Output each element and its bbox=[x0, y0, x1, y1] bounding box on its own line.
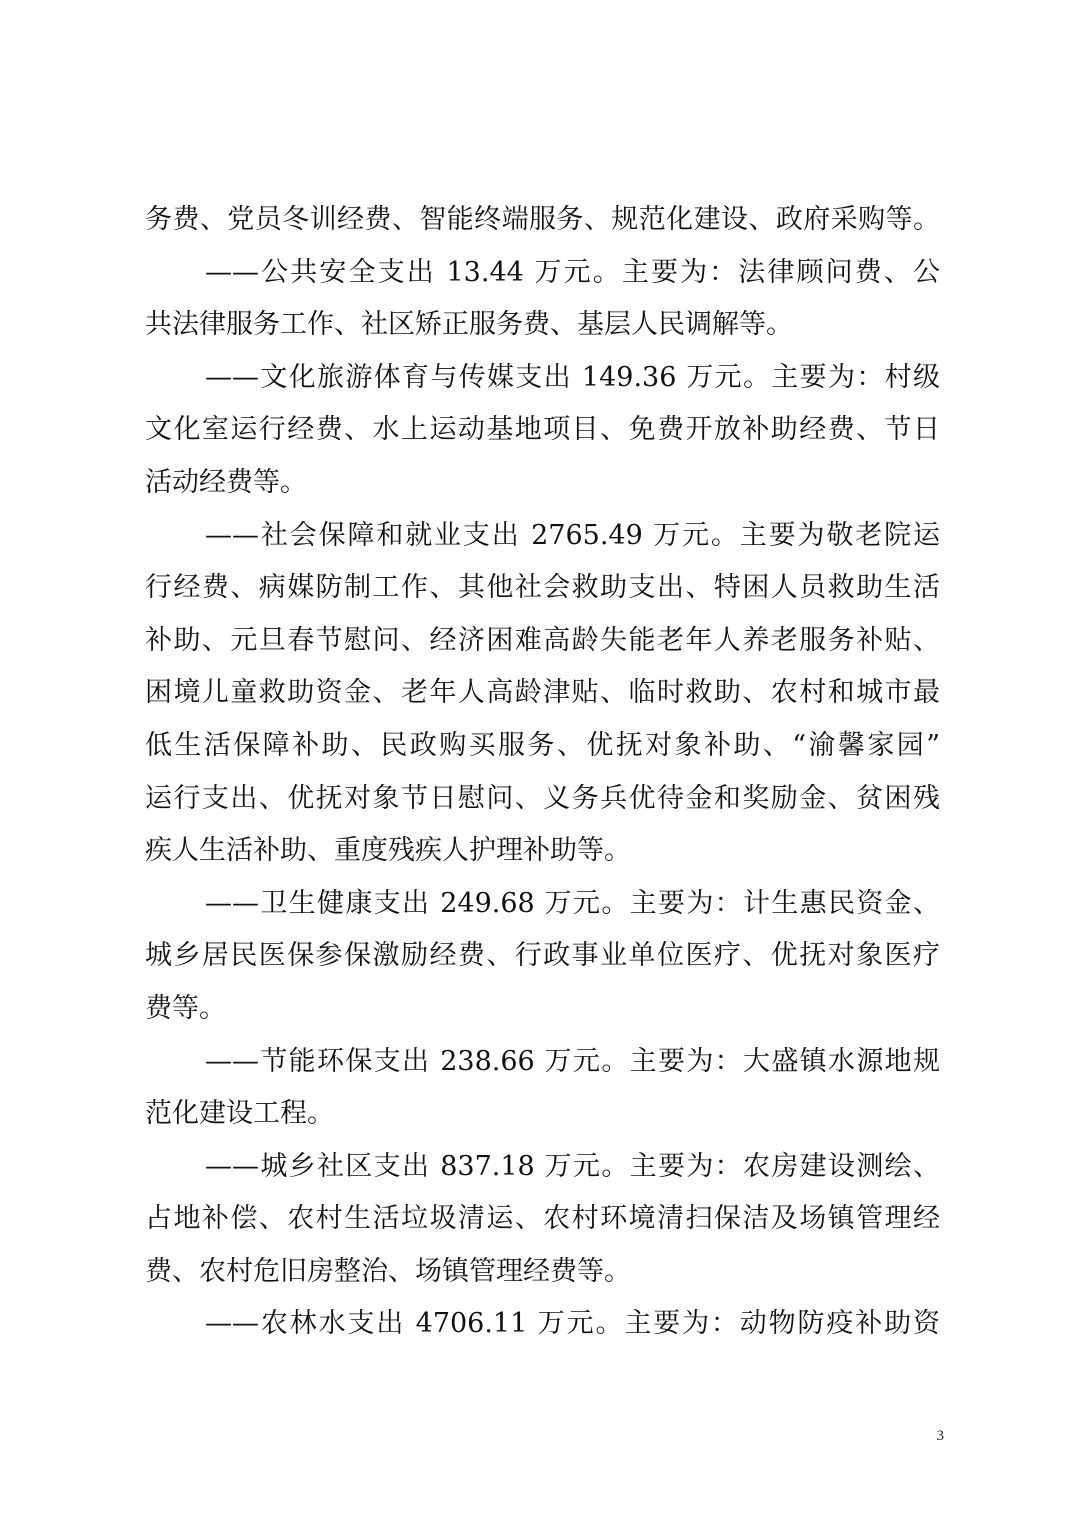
text-line: 共法律服务工作、社区矫正服务费、基层人民调解等。 bbox=[145, 309, 793, 341]
text-line: 困境儿童救助资金、老年人高龄津贴、临时救助、农村和城市最 bbox=[145, 677, 940, 709]
text-line: ——文化旅游体育与传媒支出 149.36 万元。主要为：村级 bbox=[205, 361, 940, 393]
text-line: 疾人生活补助、重度残疾人护理补助等。 bbox=[145, 835, 631, 867]
text-line: ——农林水支出 4706.11 万元。主要为：动物防疫补助资 bbox=[205, 1308, 940, 1340]
text-line: ——城乡社区支出 837.18 万元。主要为：农房建设测绘、 bbox=[205, 1150, 940, 1182]
text-line: 运行支出、优抚对象节日慰问、义务兵优待金和奖励金、贫困残 bbox=[145, 782, 940, 814]
text-line: ——公共安全支出 13.44 万元。主要为：法律顾问费、公 bbox=[205, 256, 940, 288]
text-line: 费、农村危旧房整治、场镇管理经费等。 bbox=[145, 1255, 631, 1287]
body-text bbox=[145, 194, 940, 1351]
text-line: ——社会保障和就业支出 2765.49 万元。主要为敬老院运 bbox=[205, 519, 940, 551]
text-line: 行经费、病媒防制工作、其他社会救助支出、特困人员救助生活 bbox=[145, 572, 940, 604]
text-line: ——卫生健康支出 249.68 万元。主要为：计生惠民资金、 bbox=[205, 887, 940, 919]
text-line: 务费、党员冬训经费、智能终端服务、规范化建设、政府采购等。 bbox=[145, 204, 940, 235]
text-line: 城乡居民医保参保激励经费、行政事业单位医疗、优抚对象医疗 bbox=[145, 940, 940, 972]
page-number: 3 bbox=[936, 1428, 944, 1444]
text-line: 范化建设工程。 bbox=[145, 1098, 334, 1130]
text-line: 占地补偿、农村生活垃圾清运、农村环境清扫保洁及场镇管理经 bbox=[145, 1203, 940, 1235]
text-line: 费等。 bbox=[145, 992, 226, 1024]
text-line: ——节能环保支出 238.66 万元。主要为：大盛镇水源地规 bbox=[205, 1045, 940, 1077]
text-line: 补助、元旦春节慰问、经济困难高龄失能老年人养老服务补贴、 bbox=[145, 624, 940, 656]
text-line: 文化室运行经费、水上运动基地项目、免费开放补助经费、节日 bbox=[145, 414, 940, 446]
text-line: 活动经费等。 bbox=[145, 466, 307, 498]
text-line: 低生活保障补助、民政购买服务、优抚对象补助、“渝馨家园” bbox=[145, 729, 940, 761]
